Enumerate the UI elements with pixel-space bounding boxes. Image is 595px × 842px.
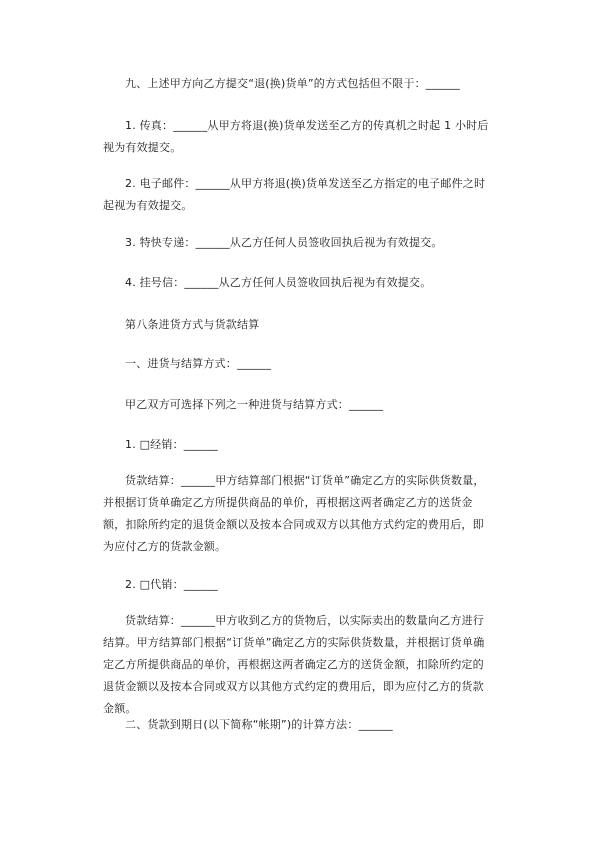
paragraph-distribution-settlement: 货款结算：______甲方结算部门根据“订货单”确定乙方的实际供货数量，并根据订货单确定乙方所提供商品的单价，再根据这两者确定乙方的送货金额，扣除所约定的退货金额以及按本合同或双方以其他方式约定的费用后，即为应付乙方的货款金额。 bbox=[103, 474, 485, 553]
paragraph-fax: 1. 传真：______从甲方将退(换)货单发送至乙方的传真机之时起 1 小时后视为有效提交。 bbox=[103, 119, 489, 154]
paragraph-purchase-settlement: 一、进货与结算方式：______ bbox=[125, 357, 272, 370]
paragraph-return-submission-methods: 九、上述甲方向乙方提交“退(换)货单”的方式包括但不限于：______ bbox=[125, 77, 460, 90]
paragraph-consignment-settlement: 货款结算：______甲方收到乙方的货物后，以实际卖出的数量向乙方进行结算。甲方结算部门根据“订货单”确定乙方的实际供货数量，并根据订货单确定乙方所提供商品的单价，再根据这两者确定乙方的送货金额，扣除所约定的退货金额以及按本合同或双方以其他方式约定的费用后，即为应付乙方的货款金额。 bbox=[103, 614, 485, 715]
paragraph-choose-method: 甲乙双方可选择下列之一种进货与结算方式：______ bbox=[125, 398, 384, 411]
paragraph-distribution: 1. □经销：______ bbox=[125, 438, 218, 451]
paragraph-consignment: 2. □代销：______ bbox=[125, 578, 218, 591]
paragraph-registered-mail: 4. 挂号信：______从乙方任何人员签收回执后视为有效提交。 bbox=[125, 276, 432, 289]
section-heading-article-8: 第八条进货方式与货款结算 bbox=[125, 318, 260, 331]
paragraph-email: 2. 电子邮件：______从甲方将退(换)货单发送至乙方指定的电子邮件之时起视为有效提交。 bbox=[103, 177, 486, 212]
paragraph-express: 3. 特快专递：______从乙方任何人员签收回执后视为有效提交。 bbox=[125, 236, 443, 249]
paragraph-payment-term: 二、货款到期日(以下简称“帐期”)的计算方法：______ bbox=[125, 718, 393, 731]
